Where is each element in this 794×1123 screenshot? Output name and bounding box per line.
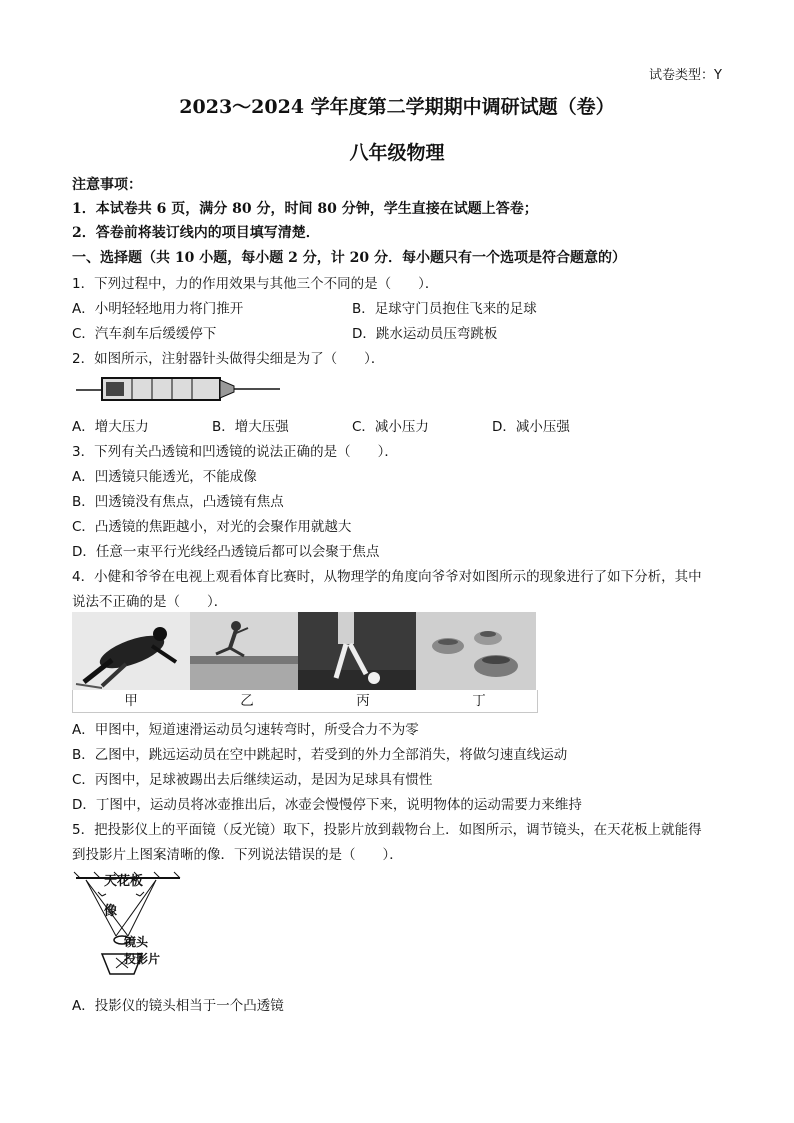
q4-option-b: B．乙图中，跳远运动员在空中跳起时，若受到的外力全部消失，将做匀速直线运动	[72, 747, 568, 763]
q5-stem-line2: 到投影片上图案清晰的像．下列说法错误的是（ ）．	[72, 847, 403, 863]
q4-option-d: D．丁图中，运动员将冰壶推出后，冰壶会慢慢停下来，说明物体的运动需要力来维持	[72, 797, 582, 813]
q2-option-d: D．减小压强	[492, 419, 570, 435]
q3-option-c: C．凸透镜的焦距越小，对光的会聚作用就越大	[72, 519, 352, 535]
long-jump-photo	[190, 612, 298, 690]
caption-jia: 甲	[124, 693, 138, 709]
q3-option-d: D．任意一束平行光线经凸透镜后都可以会聚于焦点	[72, 544, 380, 560]
q1-option-d: D．跳水运动员压弯跳板	[352, 326, 498, 342]
q2-option-a: A．增大压力	[72, 419, 149, 435]
exam-title: 2023～2024 学年度第二学期期中调研试题（卷）	[179, 96, 615, 118]
q5-stem-line1: 5．把投影仪上的平面镜（反光镜）取下，投影片放到载物台上．如图所示，调节镜头，在天花板上就能得	[72, 822, 702, 838]
notes-heading: 注意事项：	[72, 177, 142, 193]
q4-caption-row	[72, 690, 538, 713]
q1-option-b: B．足球守门员抱住飞来的足球	[352, 301, 537, 317]
q4-stem-line2: 说法不正确的是（ ）．	[72, 594, 228, 610]
slide-label: 投影片	[124, 952, 161, 966]
q2-option-c: C．减小压力	[352, 419, 429, 435]
notes-item-1: 1．本试卷共 6 页，满分 80 分，时间 80 分钟，学生直接在试题上答卷；	[72, 201, 538, 217]
q2-option-b: B．增大压强	[212, 419, 289, 435]
notes-item-2: 2．答卷前将装订线内的项目填写清楚．	[72, 225, 320, 241]
caption-ding: 丁	[472, 693, 486, 709]
q1-stem: 1．下列过程中，力的作用效果与其他三个不同的是（ ）．	[72, 276, 439, 292]
image-label: 像	[104, 904, 118, 919]
ceiling-label: 天花板	[104, 874, 144, 889]
syringe-figure	[72, 370, 284, 406]
section-heading: 一、选择题（共 10 小题，每小题 2 分，计 20 分．每小题只有一个选项是符合题意的）	[72, 250, 626, 266]
caption-yi: 乙	[240, 693, 254, 709]
q3-option-b: B．凹透镜没有焦点，凸透镜有焦点	[72, 494, 284, 510]
q1-option-a: A．小明轻轻地用力将门推开	[72, 301, 244, 317]
q4-option-c: C．丙图中，足球被踢出去后继续运动，是因为足球具有惯性	[72, 772, 433, 788]
football-photo	[298, 612, 416, 690]
q2-stem: 2．如图所示，注射器针头做得尖细是为了（ ）．	[72, 351, 385, 367]
lens-label: 镜头	[124, 935, 149, 949]
caption-bing: 丙	[356, 693, 370, 709]
speed-skating-photo	[72, 612, 190, 690]
q4-stem-line1: 4．小健和爷爷在电视上观看体育比赛时，从物理学的角度向爷爷对如图所示的现象进行了如下分析，其中	[72, 569, 702, 585]
q5-option-a: A．投影仪的镜头相当于一个凸透镜	[72, 998, 284, 1014]
exam-subtitle: 八年级物理	[349, 142, 445, 164]
paper-type-label: 试卷类型：Y	[649, 68, 722, 83]
q4-option-a: A．甲图中，短道速滑运动员匀速转弯时，所受合力不为零	[72, 722, 419, 738]
q1-option-c: C．汽车刹车后缓缓停下	[72, 326, 217, 342]
q3-stem: 3．下列有关凸透镜和凹透镜的说法正确的是（ ）．	[72, 444, 398, 460]
curling-photo	[416, 612, 536, 690]
q3-option-a: A．凹透镜只能透光，不能成像	[72, 469, 257, 485]
